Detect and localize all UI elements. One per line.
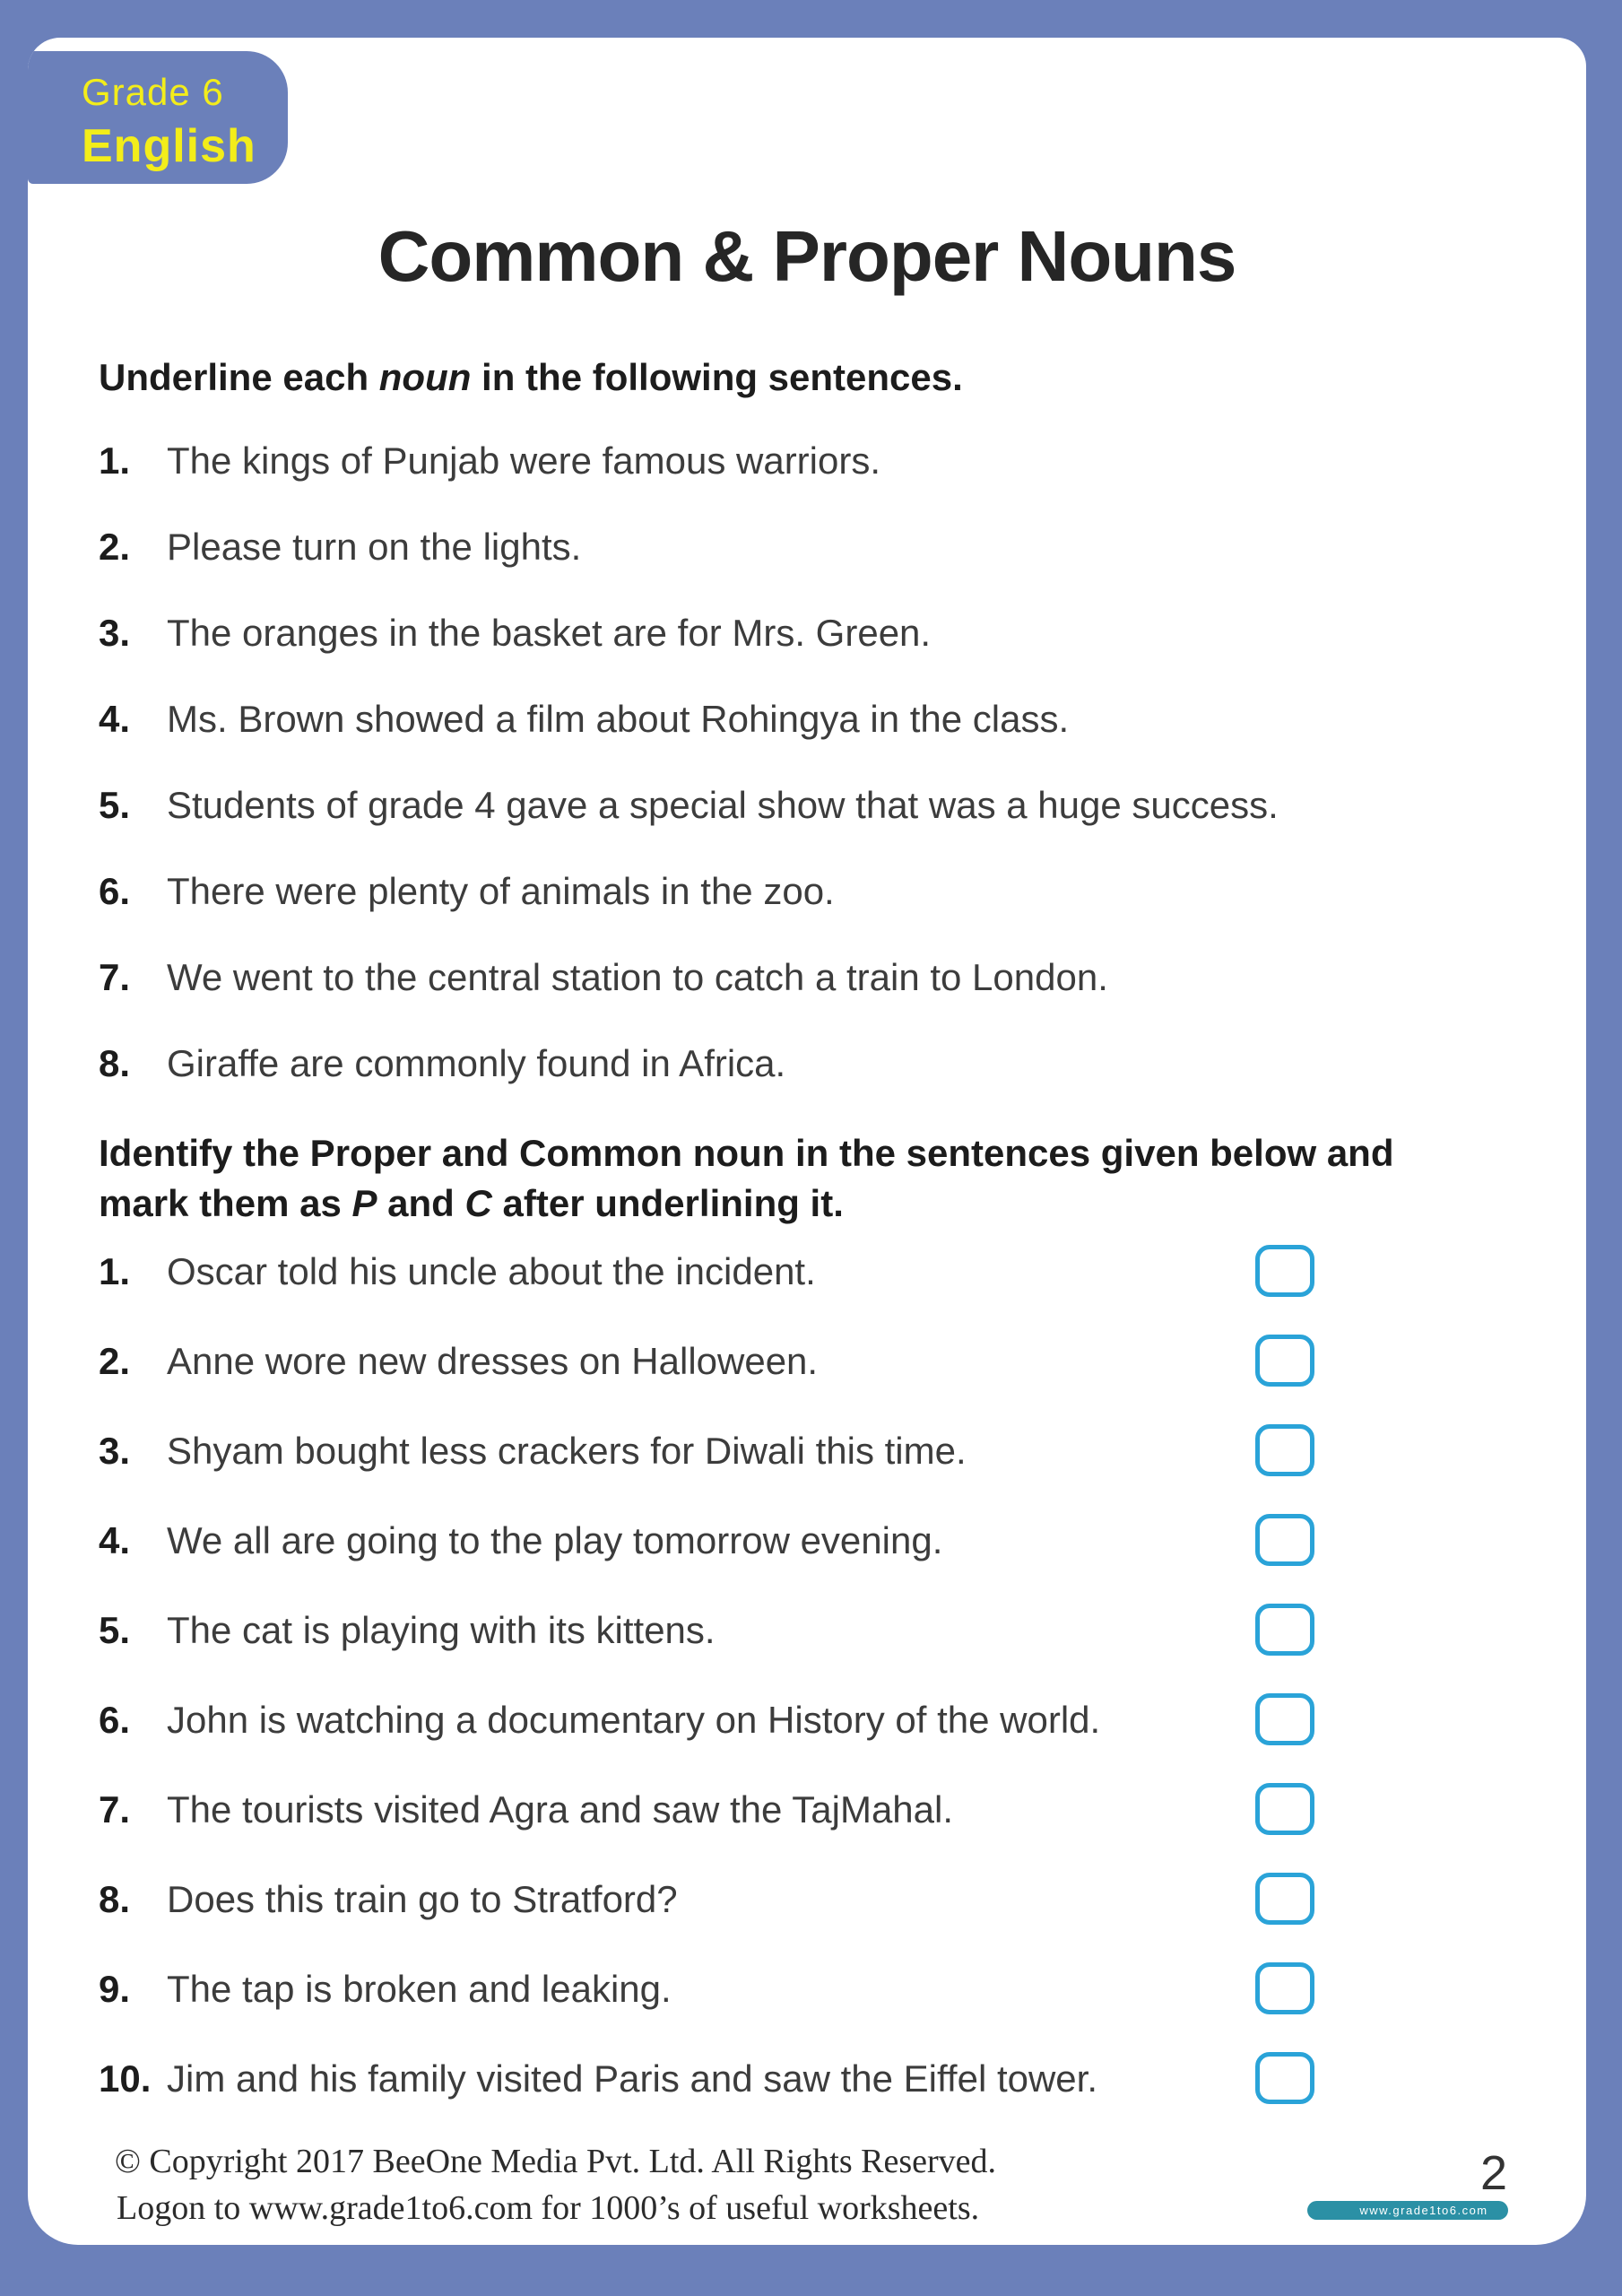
item-number: 1. — [99, 439, 131, 482]
answer-checkbox[interactable] — [1255, 1873, 1314, 1925]
item-text: The kings of Punjab were famous warriors. — [167, 439, 881, 482]
answer-checkbox[interactable] — [1255, 1783, 1314, 1835]
item-sentence — [99, 1430, 967, 1473]
list-item — [99, 1430, 1314, 1476]
instruction-emphasis: noun — [378, 356, 472, 398]
item-sentence — [99, 1878, 678, 1921]
list-item — [99, 698, 1507, 741]
item-number: 6. — [99, 870, 131, 912]
instruction-text: Underline each — [99, 356, 379, 398]
item-number: 4. — [99, 698, 131, 740]
item-number: 8. — [99, 1878, 131, 1920]
instruction-text: in the following sentences. — [471, 356, 963, 398]
item-text: The tap is broken and leaking. — [167, 1968, 672, 2010]
item-text: The cat is playing with its kittens. — [167, 1609, 716, 1651]
item-number: 5. — [99, 784, 131, 826]
item-text: John is watching a documentary on History of the world. — [167, 1699, 1101, 1741]
grade-badge — [28, 51, 288, 184]
item-text: Ms. Brown showed a film about Rohingya in the class. — [167, 698, 1070, 740]
list-item — [99, 870, 1507, 913]
item-number: 1. — [99, 1250, 131, 1292]
answer-checkbox[interactable] — [1255, 1604, 1314, 1656]
item-number: 3. — [99, 612, 131, 654]
instruction-text: after underlining it. — [491, 1182, 844, 1224]
list-item — [99, 1699, 1314, 1745]
section2-instruction — [99, 1128, 1507, 1229]
list-item — [99, 526, 1507, 569]
section1-list — [99, 439, 1507, 1085]
subject-label: English — [82, 120, 256, 172]
item-number: 2. — [99, 1340, 131, 1382]
item-sentence — [99, 1519, 942, 1562]
item-number: 6. — [99, 1699, 131, 1741]
list-item — [99, 1788, 1314, 1835]
list-item — [99, 612, 1507, 655]
list-item — [99, 956, 1507, 999]
item-text: Oscar told his uncle about the incident. — [167, 1250, 816, 1292]
list-item — [99, 439, 1507, 483]
item-text: Please turn on the lights. — [167, 526, 582, 568]
list-item — [99, 1340, 1314, 1387]
website-badge — [1307, 2201, 1508, 2220]
answer-checkbox[interactable] — [1255, 1962, 1314, 2014]
list-item — [99, 1878, 1314, 1925]
item-number: 2. — [99, 526, 131, 568]
item-number: 7. — [99, 1788, 131, 1831]
item-sentence — [99, 1609, 716, 1652]
item-text: Students of grade 4 gave a special show that was a huge success. — [167, 784, 1279, 826]
page-number: 2 — [1479, 2146, 1507, 2200]
item-number: 7. — [99, 956, 131, 998]
item-number: 5. — [99, 1609, 131, 1651]
item-sentence — [99, 1788, 953, 1831]
answer-checkbox[interactable] — [1255, 1514, 1314, 1566]
section2-list — [99, 1250, 1507, 2104]
item-text: Giraffe are commonly found in Africa. — [167, 1042, 786, 1084]
item-number: 3. — [99, 1430, 131, 1472]
instruction-text: and — [377, 1182, 465, 1224]
instruction-text: mark them as — [99, 1182, 352, 1224]
item-text: There were plenty of animals in the zoo. — [167, 870, 835, 912]
answer-checkbox[interactable] — [1255, 1693, 1314, 1745]
item-sentence — [99, 1968, 672, 2011]
item-text: Shyam bought less crackers for Diwali this time. — [167, 1430, 967, 1472]
footer-note: Logon to www.grade1to6.com for 1000’s of useful worksheets. — [117, 2189, 980, 2227]
item-text: Anne wore new dresses on Halloween. — [167, 1340, 819, 1382]
answer-checkbox[interactable] — [1255, 1424, 1314, 1476]
item-text: Jim and his family visited Paris and saw the Eiffel tower. — [167, 2057, 1098, 2100]
answer-checkbox[interactable] — [1255, 1245, 1314, 1297]
item-number: 8. — [99, 1042, 131, 1084]
page-title: Common & Proper Nouns — [377, 216, 1236, 296]
item-text: The oranges in the basket are for Mrs. Green. — [167, 612, 932, 654]
list-item — [99, 1250, 1314, 1297]
instruction-emphasis: P — [351, 1182, 377, 1224]
item-number: 9. — [99, 1968, 131, 2010]
website-url: www.grade1to6.com — [1359, 2204, 1488, 2217]
worksheet-page — [28, 38, 1586, 2245]
section1-instruction — [99, 355, 1507, 400]
item-number: 4. — [99, 1519, 131, 1561]
answer-checkbox[interactable] — [1255, 1335, 1314, 1387]
instruction-text: Identify the Proper and Common noun in the sentences given below and — [99, 1132, 1394, 1174]
list-item — [99, 1968, 1314, 2014]
item-number: 10. — [99, 2057, 152, 2100]
item-sentence — [99, 1699, 1100, 1742]
list-item — [99, 1042, 1507, 1085]
copyright-text: © Copyright 2017 BeeOne Media Pvt. Ltd. All Rights Reserved. — [115, 2143, 997, 2180]
item-text: We all are going to the play tomorrow evening. — [167, 1519, 943, 1561]
worksheet-content — [28, 355, 1586, 2104]
instruction-emphasis: C — [464, 1182, 492, 1224]
item-sentence — [99, 1340, 818, 1383]
answer-checkbox[interactable] — [1255, 2052, 1314, 2104]
item-text: We went to the central station to catch a train to London. — [167, 956, 1108, 998]
item-sentence — [99, 2057, 1097, 2100]
list-item — [99, 1609, 1314, 1656]
grade-label: Grade 6 — [82, 71, 224, 113]
item-text: Does this train go to Stratford? — [167, 1878, 678, 1920]
list-item — [99, 2057, 1314, 2104]
item-sentence — [99, 1250, 816, 1293]
item-text: The tourists visited Agra and saw the TajMahal. — [167, 1788, 954, 1831]
list-item — [99, 784, 1507, 827]
list-item — [99, 1519, 1314, 1566]
